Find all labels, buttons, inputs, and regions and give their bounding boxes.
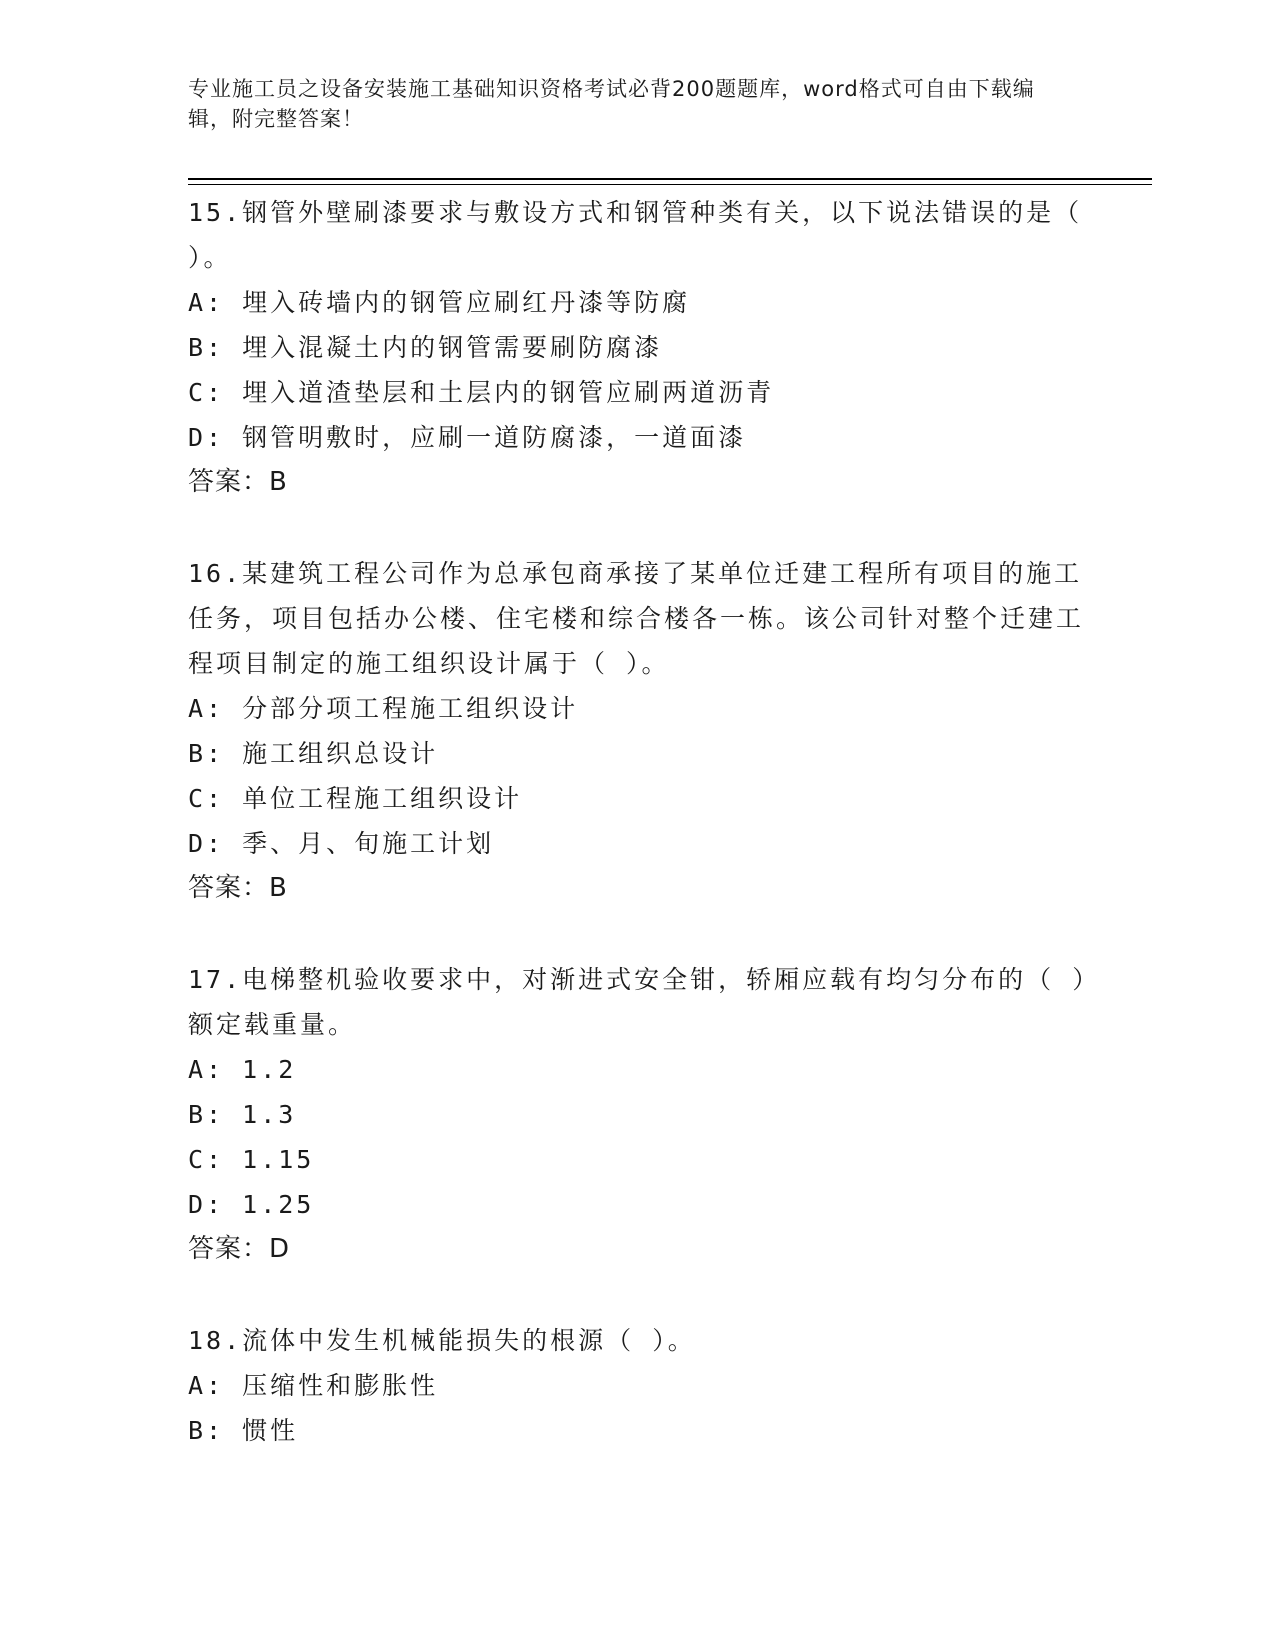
answer-line: 答案：D — [188, 1234, 291, 1264]
question-text: 16.某建筑工程公司作为总承包商承接了某单位迁建工程所有项目的施工任务，项目包括办公楼、住宅楼和综合楼各一栋。该公司针对整个迁建工程项目制定的施工组织设计属于（ ）。 — [188, 559, 1085, 678]
option-a: A: 1.2 — [188, 1055, 297, 1084]
option-d: D: 1.25 — [188, 1190, 315, 1219]
option-b: B: 惯性 — [188, 1416, 299, 1445]
option-c: C: 埋入道渣垫层和土层内的钢管应刷两道沥青 — [188, 378, 775, 407]
option-a: A: 埋入砖墙内的钢管应刷红丹漆等防腐 — [188, 288, 691, 317]
question-list — [188, 190, 1088, 1499]
question-16 — [188, 551, 1088, 911]
option-d: D: 钢管明敷时，应刷一道防腐漆，一道面漆 — [188, 423, 747, 452]
question-18 — [188, 1318, 1088, 1453]
question-text: 17.电梯整机验收要求中，对渐进式安全钳，轿厢应载有均匀分布的（ ）额定载重量。 — [188, 965, 1088, 1039]
option-b: B: 施工组织总设计 — [188, 739, 439, 768]
question-text: 18.流体中发生机械能损失的根源（ ）。 — [188, 1326, 696, 1355]
header-rule-thick — [188, 178, 1152, 180]
question-text: 15.钢管外壁刷漆要求与敷设方式和钢管种类有关，以下说法错误的是（ ）。 — [188, 198, 1083, 272]
option-b: B: 埋入混凝土内的钢管需要刷防腐漆 — [188, 333, 663, 362]
option-c: C: 1.15 — [188, 1145, 315, 1174]
option-d: D: 季、月、旬施工计划 — [188, 829, 495, 858]
option-a: A: 压缩性和膨胀性 — [188, 1371, 439, 1400]
answer-line: 答案：B — [188, 873, 288, 903]
answer-line: 答案：B — [188, 467, 288, 497]
option-b: B: 1.3 — [188, 1100, 297, 1129]
question-15 — [188, 190, 1088, 505]
page-header: 专业施工员之设备安装施工基础知识资格考试必背200题题库，word格式可自由下载编辑，附完整答案！ — [188, 77, 1035, 131]
option-c: C: 单位工程施工组织设计 — [188, 784, 523, 813]
option-a: A: 分部分项工程施工组织设计 — [188, 694, 579, 723]
header-rule-thin — [188, 184, 1152, 185]
question-17 — [188, 957, 1088, 1272]
